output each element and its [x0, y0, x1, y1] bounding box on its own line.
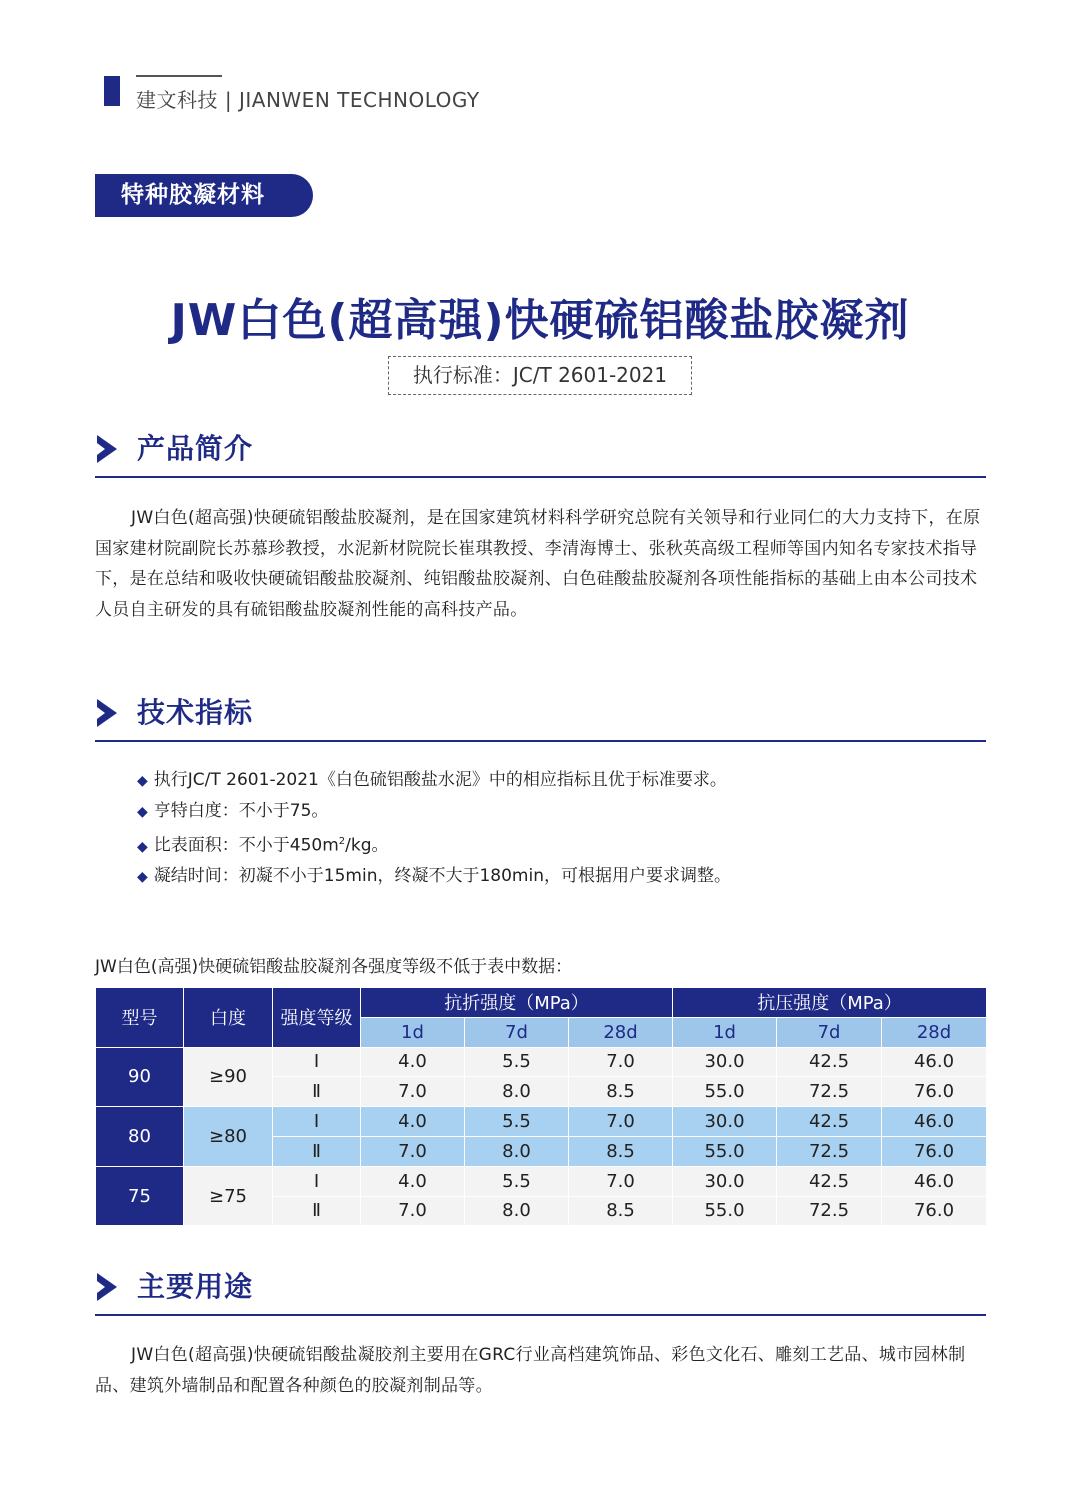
value-cell: 8.5	[569, 1136, 673, 1166]
header-separator: |	[224, 88, 233, 112]
value-cell: 46.0	[882, 1166, 987, 1196]
section-header-intro	[95, 430, 986, 478]
header-flexural: 抗折强度（MPa）	[361, 988, 673, 1018]
value-cell: 72.5	[777, 1196, 882, 1226]
header-age: 1d	[361, 1017, 465, 1047]
value-cell: 7.0	[569, 1166, 673, 1196]
header-grade: 强度等级	[273, 988, 361, 1048]
value-cell: 8.5	[569, 1077, 673, 1107]
grade-cell: Ⅰ	[273, 1107, 361, 1137]
section-header-usage	[95, 1268, 986, 1316]
list-item	[137, 797, 731, 828]
diamond-bullet-icon: ◆	[137, 838, 148, 855]
value-cell: 46.0	[882, 1107, 987, 1137]
table-row	[96, 1107, 987, 1137]
header-age: 7d	[465, 1017, 569, 1047]
value-cell: 46.0	[882, 1047, 987, 1077]
company-name-en: JIANWEN TECHNOLOGY	[238, 88, 480, 112]
list-item-text: /kg。	[345, 835, 389, 856]
whiteness-cell: ≥75	[184, 1166, 273, 1226]
value-cell: 55.0	[673, 1136, 777, 1166]
section-title-usage: 主要用途	[137, 1270, 254, 1303]
value-cell: 4.0	[361, 1047, 465, 1077]
table-row	[96, 1047, 987, 1077]
value-cell: 76.0	[882, 1077, 987, 1107]
model-cell: 90	[96, 1047, 184, 1107]
list-item	[137, 766, 731, 797]
tech-spec-list	[137, 766, 731, 893]
diamond-bullet-icon: ◆	[137, 869, 148, 886]
value-cell: 55.0	[673, 1077, 777, 1107]
value-cell: 72.5	[777, 1077, 882, 1107]
usage-paragraph: JW白色(超高强)快硬硫铝酸盐凝胶剂主要用在GRC行业高档建筑饰品、彩色文化石、雕刻工艺品、城市园林制品、建筑外墙制品和配置各种颜色的胶凝剂制品等。	[95, 1345, 966, 1396]
diamond-bullet-icon: ◆	[137, 803, 148, 820]
section-title-intro: 产品简介	[137, 432, 254, 465]
value-cell: 7.0	[569, 1107, 673, 1137]
header-age: 1d	[673, 1017, 777, 1047]
page-title: JW白色(超高强)快硬硫铝酸盐胶凝剂	[170, 295, 910, 346]
table-caption: JW白色(高强)快硬硫铝酸盐胶凝剂各强度等级不低于表中数据：	[95, 957, 573, 977]
value-cell: 7.0	[361, 1136, 465, 1166]
header-compressive: 抗压强度（MPa）	[673, 988, 987, 1018]
value-cell: 76.0	[882, 1196, 987, 1226]
chevron-right-icon	[95, 433, 119, 465]
section-title-tech: 技术指标	[137, 696, 254, 729]
grade-cell: Ⅱ	[273, 1077, 361, 1107]
value-cell: 4.0	[361, 1166, 465, 1196]
company-name-cn: 建文科技	[136, 88, 218, 112]
table-row	[96, 1166, 987, 1196]
value-cell: 5.5	[465, 1166, 569, 1196]
value-cell: 42.5	[777, 1166, 882, 1196]
superscript: 2	[338, 836, 346, 847]
category-tab: 特种胶凝材料	[95, 174, 313, 217]
header-model: 型号	[96, 988, 184, 1048]
value-cell: 30.0	[673, 1047, 777, 1077]
whiteness-cell: ≥80	[184, 1107, 273, 1167]
list-item-text: 比表面积：不小于450m	[153, 835, 339, 856]
standard-label: 执行标准：JC/T 2601-2021	[388, 356, 692, 395]
value-cell: 76.0	[882, 1136, 987, 1166]
list-item	[137, 827, 731, 862]
grade-cell: Ⅱ	[273, 1196, 361, 1226]
value-cell: 5.5	[465, 1047, 569, 1077]
value-cell: 30.0	[673, 1166, 777, 1196]
value-cell: 55.0	[673, 1196, 777, 1226]
whiteness-cell: ≥90	[184, 1047, 273, 1107]
value-cell: 7.0	[361, 1077, 465, 1107]
value-cell: 8.0	[465, 1196, 569, 1226]
value-cell: 8.5	[569, 1196, 673, 1226]
chevron-right-icon	[95, 697, 119, 729]
model-cell: 75	[96, 1166, 184, 1226]
header-whiteness: 白度	[184, 988, 273, 1048]
model-cell: 80	[96, 1107, 184, 1167]
section-header-tech	[95, 694, 986, 742]
grade-cell: Ⅱ	[273, 1136, 361, 1166]
value-cell: 8.0	[465, 1136, 569, 1166]
list-item-text: 亨特白度：不小于75。	[153, 800, 329, 821]
header-age: 7d	[777, 1017, 882, 1047]
value-cell: 7.0	[569, 1047, 673, 1077]
header-accent-bar	[104, 76, 120, 106]
header-age: 28d	[882, 1017, 987, 1047]
value-cell: 4.0	[361, 1107, 465, 1137]
value-cell: 5.5	[465, 1107, 569, 1137]
value-cell: 7.0	[361, 1196, 465, 1226]
value-cell: 72.5	[777, 1136, 882, 1166]
grade-cell: Ⅰ	[273, 1047, 361, 1077]
list-item	[137, 862, 731, 893]
grade-cell: Ⅰ	[273, 1166, 361, 1196]
list-item-text: 执行JC/T 2601-2021《白色硫铝酸盐水泥》中的相应指标且优于标准要求。	[153, 770, 727, 790]
value-cell: 42.5	[777, 1047, 882, 1077]
value-cell: 8.0	[465, 1077, 569, 1107]
chevron-right-icon	[95, 1271, 119, 1303]
header-brand	[136, 84, 480, 113]
header-age: 28d	[569, 1017, 673, 1047]
strength-table	[95, 987, 987, 1226]
value-cell: 30.0	[673, 1107, 777, 1137]
header-rule	[136, 75, 222, 77]
diamond-bullet-icon: ◆	[137, 773, 148, 789]
intro-paragraph: JW白色(超高强)快硬硫铝酸盐胶凝剂，是在国家建筑材料科学研究总院有关领导和行业同仁的大力支持下，在原国家建材院副院长苏慕珍教授，水泥新材院院长崔琪教授、李清海博士、张秋英高级工程师等国内知名专家技术指导下，是在总结和吸收快硬硫铝酸盐胶凝剂、纯铝酸盐胶凝剂、白色硅酸盐胶凝剂各项性能指标的基础上由本公司技术人员自主研发的具有硫铝酸盐胶凝剂性能的高科技产品。	[95, 508, 981, 620]
list-item-text: 凝结时间：初凝不小于15min，终凝不大于180min，可根据用户要求调整。	[153, 866, 731, 887]
value-cell: 42.5	[777, 1107, 882, 1137]
